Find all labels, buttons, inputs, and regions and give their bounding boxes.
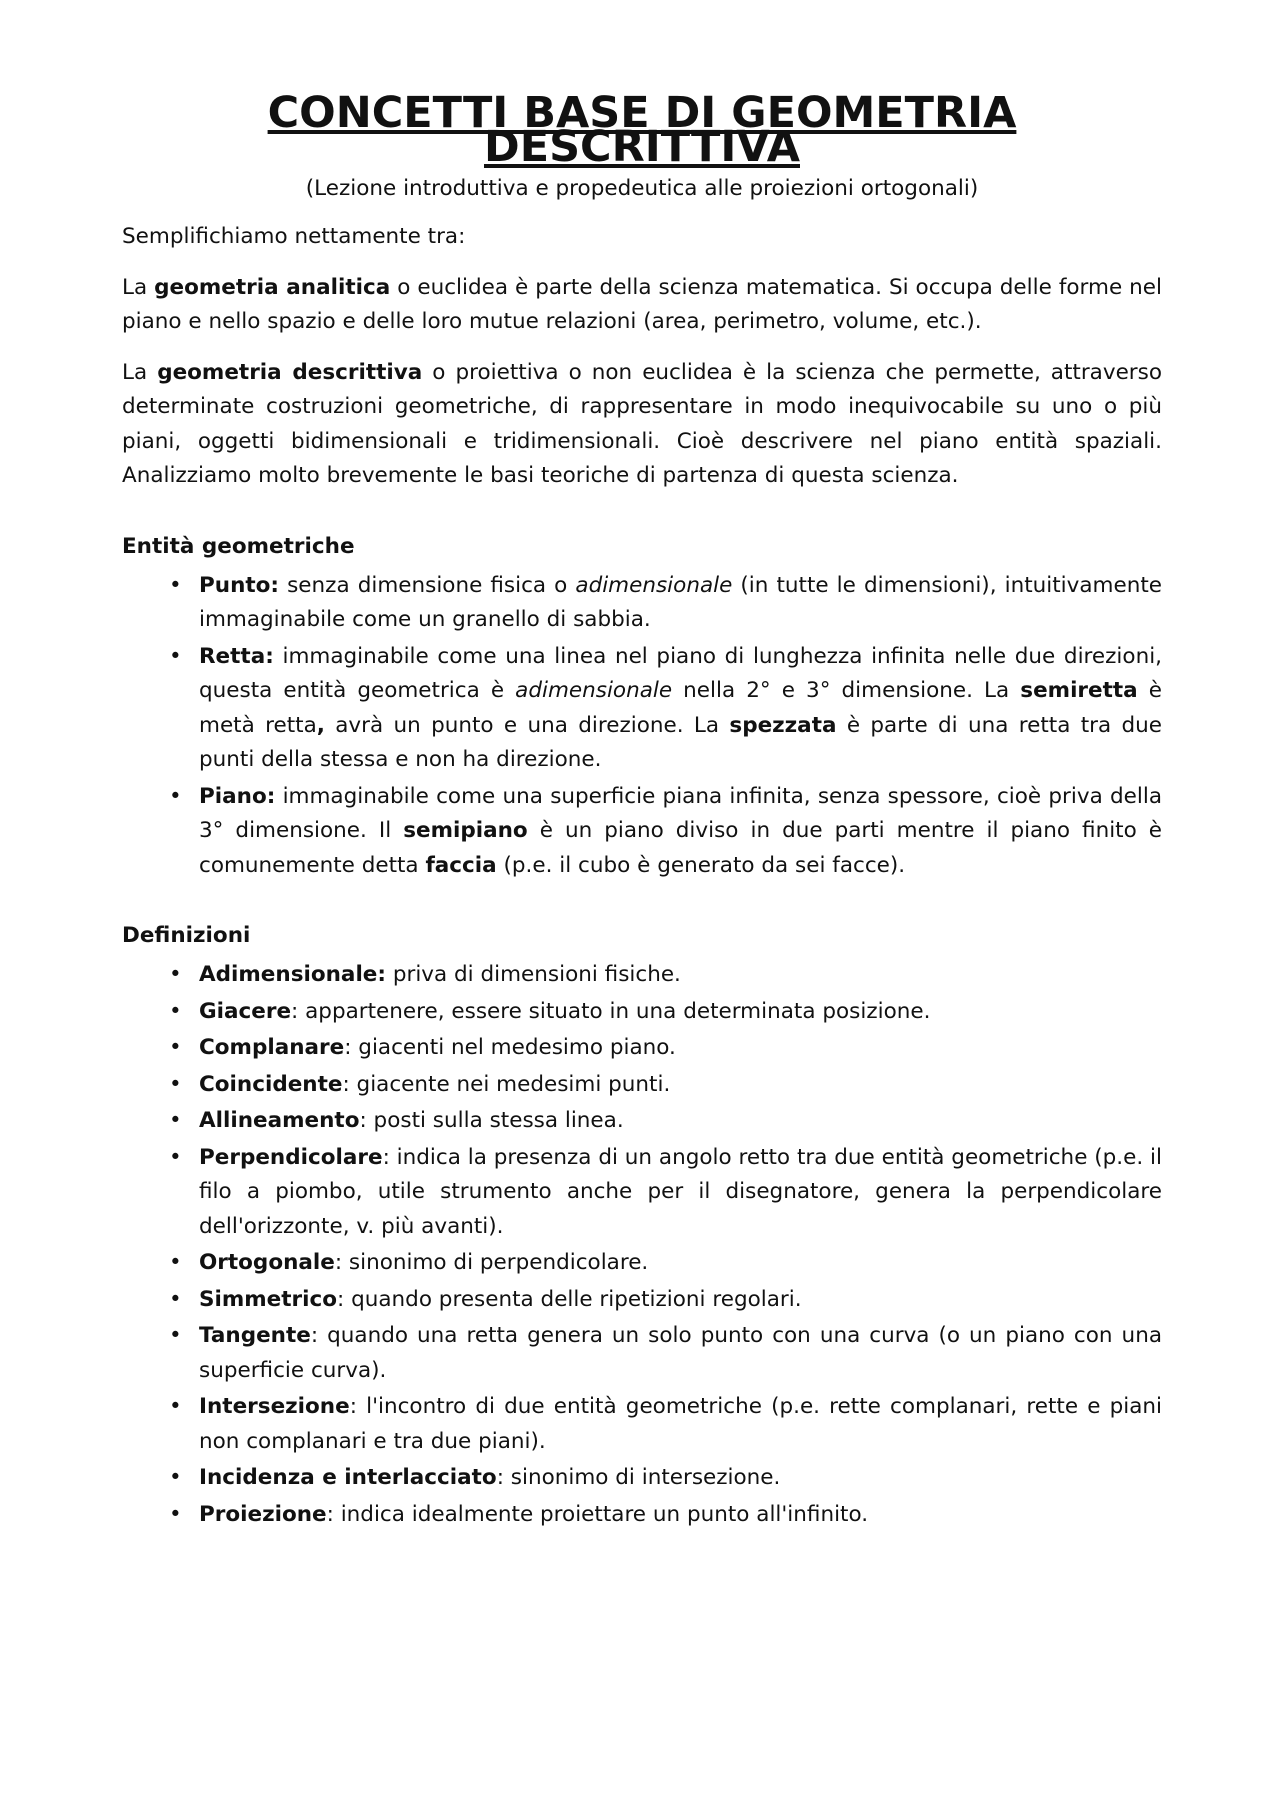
section-heading: Definizioni <box>122 923 251 948</box>
text-run: La <box>122 359 158 385</box>
bold-term: geometria analitica <box>154 274 391 300</box>
body-paragraph <box>122 356 1162 494</box>
list-item <box>199 1319 1162 1388</box>
bold-term: Piano: <box>199 783 276 809</box>
text-run: : l'incontro di due entità geometriche (p.e. rette complanari, rette e piani non complanari e tra due piani). <box>199 1394 1162 1454</box>
bold-term: faccia <box>425 852 497 878</box>
document-title: CONCETTI BASE DI GEOMETRIA DESCRITTIVA <box>267 88 1017 172</box>
text-run: immaginabile come una superficie piana infinita, senza spessore, cioè priva della 3° dimensione. Il <box>199 783 1162 843</box>
text-run: (p.e. il cubo è generato da sei facce). <box>496 852 906 878</box>
list-item <box>199 1068 1162 1103</box>
list-item <box>199 1141 1162 1245</box>
list-item <box>199 1390 1162 1459</box>
list-item <box>199 1461 1162 1496</box>
text-run: o euclidea è parte della scienza matematica. Si occupa delle forme nel piano e nello spazio e delle loro mutue relazioni (area, perimetro, volume, etc.). <box>122 274 1162 334</box>
bold-term: Complanare <box>199 1035 345 1060</box>
bullet-list <box>122 569 1162 884</box>
text-run: : indica idealmente proiettare un punto all'infinito. <box>326 1501 869 1527</box>
text-run: : quando una retta genera un solo punto con una curva (o un piano con una superficie curva). <box>199 1323 1162 1383</box>
list-item <box>199 1031 1162 1066</box>
bold-term: Punto: <box>199 572 280 598</box>
list-item <box>199 995 1162 1030</box>
bold-term: geometria descrittiva <box>157 359 423 385</box>
text-run: nella 2° e 3° dimensione. La <box>672 678 1021 703</box>
list-item <box>199 569 1162 638</box>
text-run: avrà un punto e una direzione. La <box>324 712 730 738</box>
bold-term: Coincidente <box>199 1071 343 1097</box>
text-run: senza dimensione fisica o <box>279 572 576 598</box>
bold-term: Perpendicolare <box>199 1144 383 1170</box>
text-run: o proiettiva o non euclidea è la scienza che permette, attraverso determinate costruzioni geometriche, di rappresentare in modo inequivocabile su uno o più piani, oggetti bidimensionali e tridimensionali. Cioè descrivere nel piano entità spaziali. Analizziamo molto brevemente le basi teoriche di partenza di questa scienza. <box>122 359 1162 488</box>
bold-term: Tangente <box>199 1323 311 1348</box>
text-run: La <box>122 274 155 300</box>
bold-term: Retta: <box>199 643 274 669</box>
list-item <box>199 1104 1162 1139</box>
text-run: è metà retta <box>199 678 1162 738</box>
text-run: priva di dimensioni fisiche. <box>386 962 681 987</box>
document-subtitle: (Lezione introduttiva e propedeutica alle proiezioni ortogonali) <box>305 176 979 201</box>
list-item <box>199 1283 1162 1318</box>
bold-term: Incidenza e interlacciato <box>199 1465 497 1490</box>
text-run: : sinonimo di perpendicolare. <box>334 1250 649 1275</box>
bold-term: Giacere <box>199 998 292 1024</box>
text-run: : appartenere, essere situato in una determinata posizione. <box>291 998 931 1024</box>
bold-term: Adimensionale: <box>199 962 386 987</box>
list-item <box>199 1246 1162 1281</box>
sections <box>122 530 1162 1533</box>
body-paragraph <box>122 271 1162 340</box>
text-run: (in tutte le dimensioni), intuitivamente immaginabile come un granello di sabbia. <box>199 572 1162 632</box>
bold-term: spezzata <box>729 712 837 738</box>
text-run: : quando presenta delle ripetizioni regolari. <box>337 1286 802 1312</box>
text-run: : giacente nei medesimi punti. <box>342 1071 671 1097</box>
text-run: immaginabile come una linea nel piano di lunghezza infinita nelle due direzioni, questa entità geometrica è <box>199 643 1162 703</box>
bold-term: semiretta <box>1020 678 1138 703</box>
bold-term: Allineamento <box>199 1108 360 1133</box>
italic-term: adimensionale <box>575 572 733 598</box>
list-item <box>199 780 1162 884</box>
text-run: è un piano diviso in due parti mentre il piano finito è comunemente detta <box>199 818 1162 878</box>
text-run: : posti sulla stessa linea. <box>359 1108 624 1133</box>
bold-term: Ortogonale <box>199 1250 335 1275</box>
text-run: : giacenti nel medesimo piano. <box>344 1035 676 1060</box>
bold-term: semipiano <box>403 818 528 843</box>
paragraphs <box>122 271 1162 494</box>
bold-term: , <box>316 712 325 738</box>
text-run: è parte di una retta tra due punti della stessa e non ha direzione. <box>199 712 1163 772</box>
italic-term: adimensionale <box>515 678 673 703</box>
list-item <box>199 1498 1162 1533</box>
intro-text: Semplifichiamo nettamente tra: <box>122 224 466 249</box>
bold-term: Proiezione <box>199 1501 327 1527</box>
bold-term: Simmetrico <box>199 1286 338 1312</box>
list-item <box>199 640 1162 778</box>
bullet-list <box>122 958 1162 1532</box>
section-heading: Entità geometriche <box>122 533 355 559</box>
text-run: : indica la presenza di un angolo retto tra due entità geometriche (p.e. il filo a piombo, utile strumento anche per il disegnatore, genera la perpendicolare dell'orizzonte, v. più avanti). <box>199 1144 1162 1239</box>
document-page <box>122 88 1163 1534</box>
bold-term: Intersezione <box>199 1394 350 1419</box>
list-item <box>199 958 1162 993</box>
text-run: : sinonimo di intersezione. <box>496 1465 781 1490</box>
